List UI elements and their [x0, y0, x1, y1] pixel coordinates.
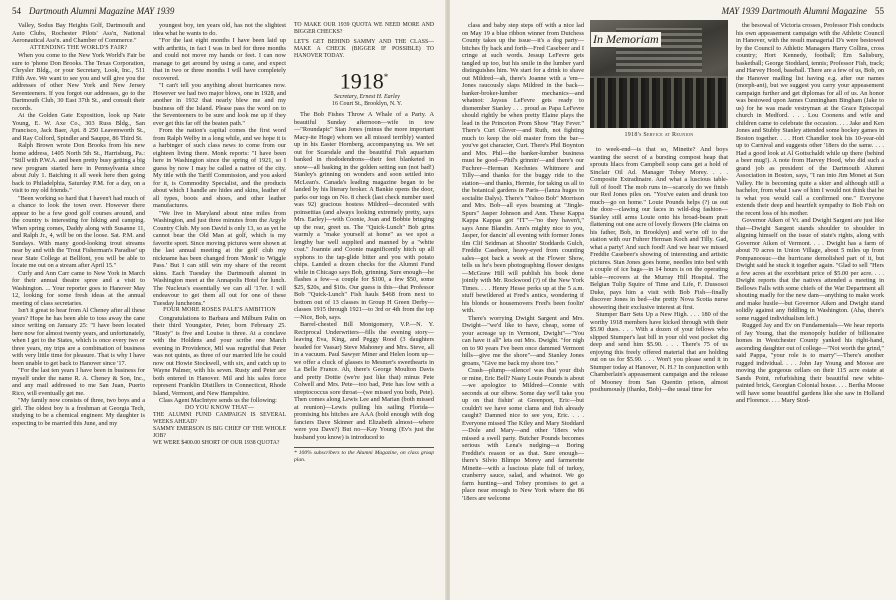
- secretary-address: 16 Court St., Brooklyn, N. Y.: [331, 101, 402, 108]
- paragraph: THE ALUMNI FUND CAMPAIGN IS SEVERAL WEEKS AHEAD?: [153, 412, 286, 425]
- paragraph: Class Agent MacIntyre sends us the following:: [159, 397, 277, 404]
- paragraph: From the nation's capital comes the first word from Ralph Welby in a long while, and we hope it is a harbinger of such class news to come from our eighteen living there. Monk reports: "I have been here in Washington since the spring of 1921, so I guess by now I may be called a native of the city. My title with the Tariff Commission, and you asked for it, is Commodity Specialist, and the products about which I handle are hides and skins, leather of all types, boots and shoes, and other leather manufactures.: [153, 127, 286, 209]
- left-running-head: [12, 6, 174, 16]
- paragraph: "I can't tell you anything about hurricanes now. However we had two major blows, one in 1928, and another in 1932 that nearly blew me and my business off the Island. Please pass the word on to the Seventeeners to be sure and look me up if they ever get this far off the beaten path.": [153, 82, 286, 127]
- class-secretary: [294, 94, 434, 108]
- subheading: FOUR MORE ROSES PALE'S AMBITION: [163, 307, 276, 313]
- paragraph: Stumper Barr Sets Up a New High. . . . 180 of the worthy 1918 members have kicked through with their $5.90 dues. . . . With a dozen of your fellows who slipped Stumper's last bill in your old vest pocket dig deep and send him $5.90. . . . There's 75 of us enjoying this freely offered material that are holding out on us for $5.90. . . . Won't you please send it in Stumper today at Hanover, N. H.? In conjunction with Chamberlain's appeasement campaign and the release of Mooney from San Quentin prison, almost posthumously (thanks, Bob)—the usual time for: [590, 311, 728, 393]
- caps-note: TO MAKE OUR 1939 QUOTA WE NEED MORE AND BIGGER CHECKS?: [294, 22, 434, 35]
- left-column-3: [294, 22, 434, 594]
- paragraph: At the Golden Gate Exposition, look up Nate Young, E. W. Axe Co., 303 Russ Bldg., San Francisco, Jack Baer, Apt. 8 250 Leavenworth St., and Ray Colford, Spindler and Sauppe, 86 Third St.: [12, 112, 145, 142]
- paragraph: youngest boy, ten years old, has not the slightest idea what he wants to do.: [153, 22, 286, 37]
- photo-crowd: [590, 78, 728, 128]
- paragraph: "Been working so hard that I haven't had much of a chance to look the town over. However there appear to be a few good golf courses around, and the country is interesting for hiking and camping. When spring comes, Daddy along with Susanne 11, and Ralph Jr., 4, will be on the loose. Sat. P.M. and Sundays. With many good-looking trout streams near by and with the 'Trout Fisherman's Paradise' up near State College at Bellfont, you will be able to locate me out on a stream after April 15.": [12, 194, 145, 269]
- paragraph: SAMMY EMERSON IS BIG CHIEF OF THE WHOLE JOB?: [153, 426, 286, 439]
- paragraph: to week-end—is that so, Minette? And boys wanting the secret of a bursting compost heap that sprouts lilacs from Campbell soup cans get a hold of Sinclair Oil Ad. Manager Tobey Morey. . . . Composite Extradinaire. And what a luscious table-full of food! The mob runs in—scarcely do we finish our Red Jones piles on. "You've eaten and drunk too much—go on home." Louie Pounds helps (?) us out the door—clawing our faces in wild-dog fashion—Stanley still arms Louie onto his broad-beam pratt flattening out one acre of lovely flowers (He claims on his father, Bob, in Brooklyn) and we're off to the station with our Fuhrer Herman Koch and Tilly. Gad, what a party! And such food! And we hear we missed Freddie Casebeer's showing of interesting and artistic pictures. Stan Jones goes home, needles into bed with a couple of ice bags—in 14 hours is on the operating table—recovers at the Murray Hill Hospital. The Belgian Tulip Squire of Time and Life, F. Dussosoi Duke, pays him a visit with Bob Fish—finally discover Jones in bed—the pretty Nova Scotia nurse showering their exclusive interest at first.: [590, 146, 728, 311]
- paragraph: Rugged Jay and Ev on Fundamentals—We hear reports of Jay Young, that the monopoly builder of billionaire homes in Westchester County yanked his right-hand, ascending daughter out of college—"Not worth the grind," said Pappa, "your role is to marry"—There's another rugged individual. . . . John Jay Young and Moose are moving the gorgeous cellars on their 115 acre estate at Sands Point, refurbishing their beautiful new white-painted brick, Georgian Colonial house. . . . Bertha Moose will have some beautiful gardens like she saw in Holland and Florence. . . . Mary Stod-: [736, 322, 884, 404]
- paragraph: the besowal of Victoria crosses, Professor Fish conducts his own appeasement campaign with the Athletic Council in Hanover, with the result managerial D's were bestowed by the Council to Athletic Managers Harry Collins, cross country; Hort Kennedy, football; Em Salisbury, basketball; George Stoddard, tennis; Professor Fish, track; and Harvey Hood, baseball. There are a few of us, Bob, on the Hanover mailing list having e.g. after our names (morph-ant), but we suggest you carry your appeasement campaign further and get diplomas for all of us. An honor was bestowed upon James Cunningham Bingham (Jake to us) for he was made vestryman at the Grace Episcopal church in Medford. . . . Lou Coonens and wife and children came to celebrate the occasion. . . . Jake and Ken Jones and Stubby Stanley attended some hockey games in Boston together. . . . Hort Chandler took his 10-year-old up to Carnival and suggests other '18ers do the same. . . . Had a good look at Al Gottschaldt while up there (behind a beer mug!). A note from Harvey Hood, who did such a grand job as president of the Dartmouth Alumni Association in Boston, says, "I ran into Jim Monet at Sun Valley. He is becoming quite a skier and although still a bachelor, from what I saw of him I would not think that he is what you would call a confirmed one." Everyone extends their deep and heartfelt sympathy to Bob Fish on the recent loss of his mother.: [736, 22, 884, 217]
- subheading: DO YOU KNOW THAT—: [184, 404, 255, 411]
- right-column-3: [736, 22, 884, 594]
- paragraph: Crash—plump—silence! was that your dish or mine, Eric Bell? Nasty Louie Pounds is about—we apologize to Mildred—Connie with seconds at our elbow. Some day we'll take you up on that fishin' at Greenport, Eric—but couldn't we have some clams and fish already caught? Damned nice to see you, Eric. . . . Everyone missed The Kiley and Mary Stoddard—Dole and Mary—and other '18ers who missed a swell party. Butcher Pounds becomes serious with Lena's nudging—a Boring Freddie's reason or as that. Sure enough—there's Silvio Blimpo Morey and farmerette Minette—with a luscious plate full of turkey, cranberry sauce, salad, and whatnot. We go farm hunting—and Tobey promises to get a place near enough to New York where the 86 '18ers are welcome: [462, 367, 584, 502]
- left-column-1: [12, 22, 145, 594]
- paragraph: Isn't it great to hear from Al Cheney after all these years? Hope he has been able to toss away the cane since writing on January 25: "I have been located here now for almost twenty years, and unfortunately, when I get to the States, which is once every two or three years, my trips are a combination of business with very little time for pleasure. That is why I have been unable to get back to Hanover since '17.: [12, 307, 145, 367]
- left-page-number: 54: [12, 6, 21, 16]
- paragraph: Valley, Sodus Bay Heights Golf, Dartmouth and Auto Clubs, Rochester Pilots' Ass'n, National Aeronautical Ass'n. and Chamber of Commerce.": [12, 22, 145, 44]
- paragraph: WE WERE $400.00 SHORT OF OUR 1938 QUOTA?: [153, 440, 280, 446]
- paragraph: Governor Aiken of Vt. and Dwight Sargent are just like that—Dwight Sargent stands shoulder to shoulder in aligning himself on the issue of state's rights, along with Governor Aiken of Vermont. . . . Dwight has a farm of about 70 acres in Union Village, about 5 miles up from Pompanoosuc—the hurricane demolished part of it, but Dwight said he stuck it together again. "Glad to sell "Hers a few acres at the exorbitant price of $5.00 per acre. . . . Dwight reports that the natives attended a meeting in Bellows Falls with some chiefs of the War Department all shouting madly for the new dam—anything to make work and make hustle—but Governor Aiken and Dwight stand solidly against any fiddling in Washington. (Aha, there's some rugged individualism left.): [736, 217, 884, 322]
- paragraph: Congratulations to Barbara and Milburn Palin on their third Youngster, Peter, born February 25. "Rusty" is five and Louise is three. At a conclave with the Holdens and your scribe one March evening in Providence, Mil was regretful that Peter was not quints, as three of our married life he could now out Howie Stockwell, with six, and catch up to Wayne Palmer, with his seven. Rusty and Peter are both entered in Hanover. Mil and his sales force represent Franklin Distillers in Connecticut, Rhode Island, Vermont, and New Hampshire.: [153, 314, 286, 397]
- right-page-number: 55: [875, 6, 884, 16]
- paragraph: class and baby step steps off with a nice lad on May 19 a blue ribbon winner from Dutchess County takes up the issue—it's a dog party—bitches fly back and forth—Fred Casebeer and I cringe at such words. Jessup LeFevre gets tangled up too, but his smile in the lumber yard distinguishes him. We start for a drink to shave out Mildred—ah, there's Joanne with a 'em—Jones raucously slaps Mildred in the back—banker-broker-lumber mechanics—and whatnot: Jaysus LeFevre gets ready to dismember Stanley . . . proud as Papa LeFevre should rightly be when pretty Elaine plays the lead in the Princeton Prom Show "Hay Fever." There's Curt Glover—and Ruth, not fighting much to keep the old master from the bar—you've got character, Curt. There's Phil Boynton and Mrs. Phil—the banker-lumber business must be good—Phil's grinnin'—and there's our Fuchrer—Herman Kechnies Whitmore and Tilly—and thanks for the buggy ride to the station—and thanks, Hermie, for taking us all to the botanical gardens in Paris—(lanza huges to socialite Dalys). There's "Yahoo Bob" Morrison and Mrs. Bob—all eyes beaming at "Jingle-Spurs" Jasper Johnson and Ann. These Kappa Kappa Kappas got "IT"—"no they haven't," says Anne Blandin. Ann's mighty nice to you, Jasper, for dancin' all evening with former Jones ilm Clif Seidman at Shootin' Stoddards Gulch, Freddie Casebeer, heavy-eyed from counting sales—got back a week at the Flower Show, tells us he's been photographing flower designs—McGraw Hill will publish his book done jointly with Mr. Rockwood (?) of the New York Times. . . . Henry Hesse perks up at the 5 a.m. stuff bewildered at Fred's antics, wondering if his blonds or housemovers Fred's been foolin' with.: [462, 22, 584, 314]
- secretary-line: Secretary, Ernest H. Earley: [334, 94, 400, 101]
- paragraph: "For the last eight months I have been laid up with arthritis, in fact I was in bed for three months and could not move my hands or feet. I can now manage to get around by using a cane, and expect that in two or three months I will have completely recovered.: [153, 37, 286, 82]
- right-column-2: [590, 146, 728, 594]
- subheading: ATTENDING THE WORLD'S FAIR?: [29, 44, 128, 51]
- right-column-1: [462, 22, 584, 594]
- paragraph: When you come to the New York World's Fair be sure to 'phone Don Brooks. The Texas Corporation, Chrysler Bldg., or your Secretary, Look, Inc., 511 Fifth Ave. We want to see you and will give you the addresses of other New York and New Jersey Seventeeners. If you forgot our addresses, go to the Dartmouth Club, 30 East 37th St., and consult their records.: [12, 52, 145, 112]
- in-memoriam-title: In Memoriam: [593, 32, 659, 46]
- paragraph: "We live in Maryland about nine miles from Washington, and just three minutes from the Argyle Country Club. My son David is only 13, so as yet he cannot bear the Old Man at golf, which is my favorite sport. Since moving pictures were shown at the last annual meeting at the golf club my nickname has been changed from 'Monk' to 'Wiggle Pass.' But I can still win my share of the recent skins. Each Tuesday the Dartmouth alumni in Washington meet at the Annapolis Hotel for lunch. The Nucleus's essentially we can all '17er. I will endeavour to get them all out for one of these Tuesday luncheons.": [153, 209, 286, 307]
- caps-note: LET'S GET BEHIND SAMMY AND THE CLASS—MAKE A CHECK (BIGGER IF POSSIBLE) TO HANOVER TODAY.: [294, 39, 434, 59]
- paragraph: Ralph Brown wrote Don Brooks from his new home address, 1405 North 5th St., Harrisburg, Pa.: "Still with P.W.A. and been pretty busy getting a big new program started here in Pennsylvania since about July 1. Batching it all week here then going back to Philadelphia, Saturday P.M. for a day, on a visit to my old friends.": [12, 142, 145, 194]
- left-running-head-title: Dartmouth Alumni Magazine MAY 1939: [29, 6, 175, 16]
- paragraph: There's worrying Dwight Sargent and Mrs. Dwight—"we'd like to have, cheap, some of your acreage up in Vermont, Dwight"—"You can have it all" lets out Mrs. Dwight. "for nigh on to 90 years I've been once dammed Vermont hills—give me the shore"—and Stanley Jones groans, "Give me back my shore too.": [462, 314, 584, 367]
- right-running-head: [722, 6, 884, 16]
- class-year-heading: [294, 66, 434, 92]
- left-column-2: [153, 22, 286, 594]
- paragraph: The Bob Fishes Throw A Whale of a Party. A beautiful Sunday afternoon—wife in tow—"Roundapic" Stan Jones (minus the more important Macy-ite Hoge) whom we all missed terribly) wanted up in his Easter Hornberg, accompanying us. We set out for Scarsdale and the beautiful Fish aquarium banked in rhododendrons—their feet blanketed in snow—all basking in the golden setting sun (not bad!) Stanley's grinning on wonders and soon settled into McLean's. Canada's leading magazine began to be landed by his literary broker. A Bankie opens the door, parks our togs on No. 8 check (last check number used was 92) gracious hostess Mildred—decorated with poinsettias (and always looking extremely pretty, says Mrs. Earley)—with Coonie, Joan and Bobbie bringing up the rear, greet us. The "Quick-Lunch" Bob grins warmly a "make yourself at home" as we spot a lengthy bar well supplied and manned by a "white coat." Joannie and Coonie magnificently hitch up all syphons to the tap-glide bitter and you with potato chips. Landed a dozen checks for the Alumni Fund while in Chicago says Bob, grinning. Sure enough—he flashes a few—a couple for $100, a few $50, some $25, $20s, and $10s. Our guess is this—that Professor Bob "Quick-Lunch" Fish hauls $468 from next to bottom out of 13 classes in Group H Green Derby—classes 1915 through 1921—to 3rd or 4th from the top—Nice, Bob, says.: [294, 111, 434, 321]
- right-running-head-title: MAY 1939 Dartmouth Alumni Magazine: [721, 6, 867, 16]
- right-page: [450, 0, 896, 600]
- paragraph: "For the last ten years I have been in business for myself under the name R. A. Cheney & Son, Inc., and any mail addressed to me San Juan, Puerto Rico, will eventually get me.: [12, 367, 145, 397]
- photo-caption: 1918's Service at Reunion: [624, 132, 694, 138]
- in-memoriam-heading: [591, 32, 661, 47]
- class-year-mark: *: [383, 72, 389, 82]
- paragraph: Curly and Ann Carr came to New York in March for their annual theatre spree and a visit to Washington. ... Your reporter goes to Hanover May 12, looking for some fresh ideas at the annual meeting of class secretaries.: [12, 269, 145, 307]
- paragraph: "My family now consists of three, two boys and a girl. The oldest boy is a freshman at Georgia Tech, studying to be a chemical engineer. My daughter is expecting to be married this June, and my: [12, 397, 145, 427]
- class-year-number: 1918: [339, 68, 384, 94]
- paragraph: Barrel-chested Bill Montgomery, V.P.—N. Y. Reciprocal Underwriters—fills the evening story—leaving Eva, King, and Peggy Rood (3 daughters headed for Vassar) Steve Mahoney and Mrs. Steve, all in a vacuum. Paul Sawyer Miner and Helen loom up—we offer a cluck of glasses to Mesmer's sweethearts in La Belle France. Ah, there's George Moulton Davis and pretty Dottie (we're just like that) minus Pete Colwell and Mrs. Pete—too bad, Pete has low with a streptococcus sore throat—(we missed you both, Pete). Then comes along Lewis Lee and Marian (both missed at reunion)—Lewis pulling his sailing Florida—promising his hitches are AAA (bold enough with dog fanciers Dave Skinner and Elizabeth almost—where were you Dave?) But no—Kay Young (Ev's just the husband you know) is introduced to: [294, 321, 434, 441]
- footnote: * 100% subscribers to the Alumni Magazine, on class group plan.: [294, 447, 434, 463]
- left-page: [0, 0, 446, 600]
